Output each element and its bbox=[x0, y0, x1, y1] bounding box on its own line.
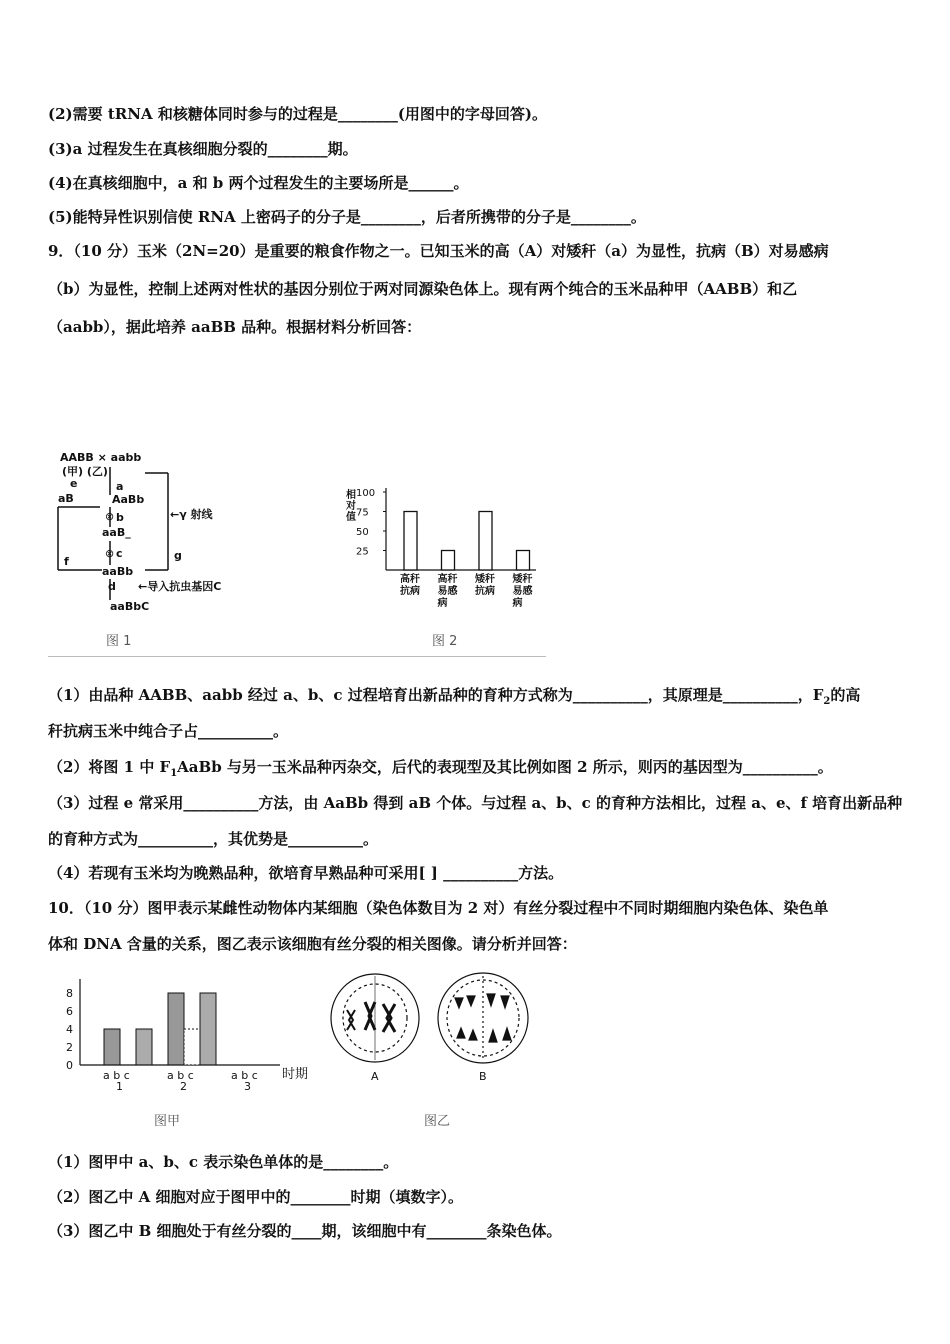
divider bbox=[48, 656, 546, 657]
cell-A bbox=[331, 974, 419, 1062]
fig2-category-label: 矮秆 bbox=[512, 574, 533, 585]
fig1-aB: aB bbox=[58, 492, 74, 505]
q10-sub2: （2）图乙中 A 细胞对应于图甲中的________时期（填数字）。 bbox=[48, 1188, 464, 1206]
fig2-ylabel-1: 相 bbox=[346, 490, 356, 501]
fig2-bar bbox=[404, 512, 417, 571]
figA-ytick: 4 bbox=[66, 1023, 73, 1036]
chromosome-bar-chart bbox=[60, 968, 320, 1093]
figA-ytick: 0 bbox=[66, 1059, 73, 1072]
fig1-label-g: g bbox=[174, 549, 182, 562]
q10-sub1: （1）图甲中 a、b、c 表示染色单体的是________。 bbox=[48, 1153, 399, 1171]
fig2-category-label: 高秆 bbox=[437, 574, 458, 585]
q8-item-5: (5)能特异性识别信使 RNA 上密码子的分子是________，后者所携带的分子是________。 bbox=[48, 208, 646, 226]
fig2-ylabel-3: 值 bbox=[346, 512, 356, 523]
q9-sub3-line1: （3）过程 e 常采用__________方法，由 AaBb 得到 aB 个体。与过程 a、b、c 的育种方法相比，过程 a、e、f 培育出新品种 bbox=[48, 794, 903, 812]
q9-stem-line1: 9．（10 分）玉米（2N=20）是重要的粮食作物之一。已知玉米的高（A）对矮秆（a）为显性，抗病（B）对易感病 bbox=[48, 242, 829, 260]
fig1-aaBb: aaBb bbox=[102, 565, 134, 578]
figA-ytick: 8 bbox=[66, 987, 73, 1000]
fig2-bar bbox=[442, 551, 455, 571]
fig2-category-label: 高秆 bbox=[400, 574, 420, 585]
fig1-gamma: ←γ 射线 bbox=[170, 508, 213, 521]
fig1-label-f: f bbox=[64, 555, 69, 568]
fig2-ylabel-2: 对 bbox=[346, 501, 356, 512]
figA-bar bbox=[136, 1029, 152, 1065]
figA-bar bbox=[184, 1029, 200, 1065]
figB-caption: 图乙 bbox=[424, 1114, 451, 1129]
figA-ytick: 6 bbox=[66, 1005, 73, 1018]
fig2-ytick: 25 bbox=[356, 546, 369, 558]
figA-abc-label: a b c bbox=[167, 1069, 194, 1082]
q10-stem-line1: 10．（10 分）图甲表示某雌性动物体内某细胞（染色体数目为 2 对）有丝分裂过程中不同时期细胞内染色体、染色单 bbox=[48, 899, 829, 917]
fig1-label-b: b bbox=[116, 511, 124, 524]
figA-bar bbox=[104, 1029, 120, 1065]
phenotype-bar-chart bbox=[342, 480, 552, 615]
fig2-ytick: 100 bbox=[356, 488, 376, 499]
fig1-label-d: d bbox=[108, 580, 116, 593]
fig2-bar bbox=[517, 551, 530, 571]
svg-text:⊗: ⊗ bbox=[105, 547, 115, 560]
fig2-category-label: 抗病 bbox=[475, 586, 495, 597]
fig1-caption: 图 1 bbox=[106, 634, 132, 649]
fig2-ytick: 50 bbox=[356, 527, 369, 538]
svg-text:⊗: ⊗ bbox=[105, 510, 115, 523]
fig2-category-label: 矮秆 bbox=[475, 574, 495, 585]
q9-stem-line2: （b）为显性，控制上述两对性状的基因分别位于两对同源染色体上。现有两个纯合的玉米品种甲（AABB）和乙 bbox=[48, 280, 798, 298]
figA-abc-label: a b c bbox=[231, 1069, 258, 1082]
fig2-ytick: 75 bbox=[356, 507, 369, 519]
fig1-parents: (甲) (乙) bbox=[62, 465, 108, 478]
figA-bar bbox=[200, 993, 216, 1065]
q10-sub3: （3）图乙中 B 细胞处于有丝分裂的____期，该细胞中有________条染色体。 bbox=[48, 1222, 562, 1240]
fig1-cross: AABB × aabb bbox=[60, 451, 142, 464]
q8-item-3: (3)a 过程发生在真核细胞分裂的________期。 bbox=[48, 140, 358, 158]
mitosis-cells-figure bbox=[325, 968, 545, 1093]
fig1-aaBbC: aaBbC bbox=[110, 600, 150, 613]
fig1-label-a: a bbox=[116, 480, 124, 493]
figA-bar bbox=[168, 993, 184, 1065]
figA-caption: 图甲 bbox=[154, 1114, 181, 1129]
figA-period-label: 3 bbox=[244, 1080, 251, 1093]
figA-ytick: 2 bbox=[66, 1041, 73, 1054]
q9-sub1-line1: （1）由品种 AABB、aabb 经过 a、b、c 过程培育出新品种的育种方式称为__________，其原理是__________，$F_2$的高 bbox=[48, 686, 861, 707]
q9-sub1-line2: 秆抗病玉米中纯合子占__________。 bbox=[48, 722, 289, 740]
fig2-category-label: 病 bbox=[437, 598, 448, 609]
fig2-category-label: 抗病 bbox=[400, 586, 420, 597]
fig1-f1: AaBb bbox=[112, 493, 145, 506]
fig1-label-e: e bbox=[70, 477, 78, 490]
q9-stem-line3: （aabb），据此培养 aaBB 品种。根据材料分析回答： bbox=[48, 318, 422, 336]
q9-sub4: （4）若现有玉米均为晚熟品种，欲培育早熟品种可采用[ ] __________方法。 bbox=[48, 864, 564, 882]
fig1-aaB: aaB_ bbox=[102, 526, 131, 539]
figA-period-label: 2 bbox=[180, 1080, 187, 1093]
figA-xlabel: 时期 bbox=[282, 1067, 309, 1082]
fig2-bar bbox=[479, 512, 492, 571]
q10-stem-line2: 体和 DNA 含量的关系，图乙表示该细胞有丝分裂的相关图像。请分析并回答： bbox=[48, 935, 577, 953]
q9-sub3-line2: 的育种方式为__________，其优势是__________。 bbox=[48, 830, 379, 848]
q8-item-4: (4)在真核细胞中，a 和 b 两个过程发生的主要场所是______。 bbox=[48, 174, 469, 192]
fig2-category-label: 易感 bbox=[512, 586, 533, 597]
q9-sub2: （2）将图 1 中 $F_1AaBb$ 与另一玉米品种丙杂交，后代的表现型及其比例如图 2 所示，则丙的基因型为__________。 bbox=[48, 758, 833, 779]
figA-abc-label: a b c bbox=[103, 1069, 130, 1082]
fig2-caption: 图 2 bbox=[432, 634, 458, 649]
breeding-diagram bbox=[50, 445, 290, 620]
cell-B-label: B bbox=[479, 1070, 487, 1083]
fig2-category-label: 易感 bbox=[437, 586, 458, 597]
cell-A-label: A bbox=[371, 1070, 379, 1083]
fig2-category-label: 病 bbox=[512, 598, 523, 609]
figA-period-label: 1 bbox=[116, 1080, 123, 1093]
q8-item-2: (2)需要 tRNA 和核糖体同时参与的过程是________(用图中的字母回答)。 bbox=[48, 105, 548, 123]
fig1-import: ←导入抗虫基因C bbox=[138, 580, 222, 593]
fig1-label-c: c bbox=[116, 547, 123, 560]
cell-B bbox=[438, 973, 528, 1063]
